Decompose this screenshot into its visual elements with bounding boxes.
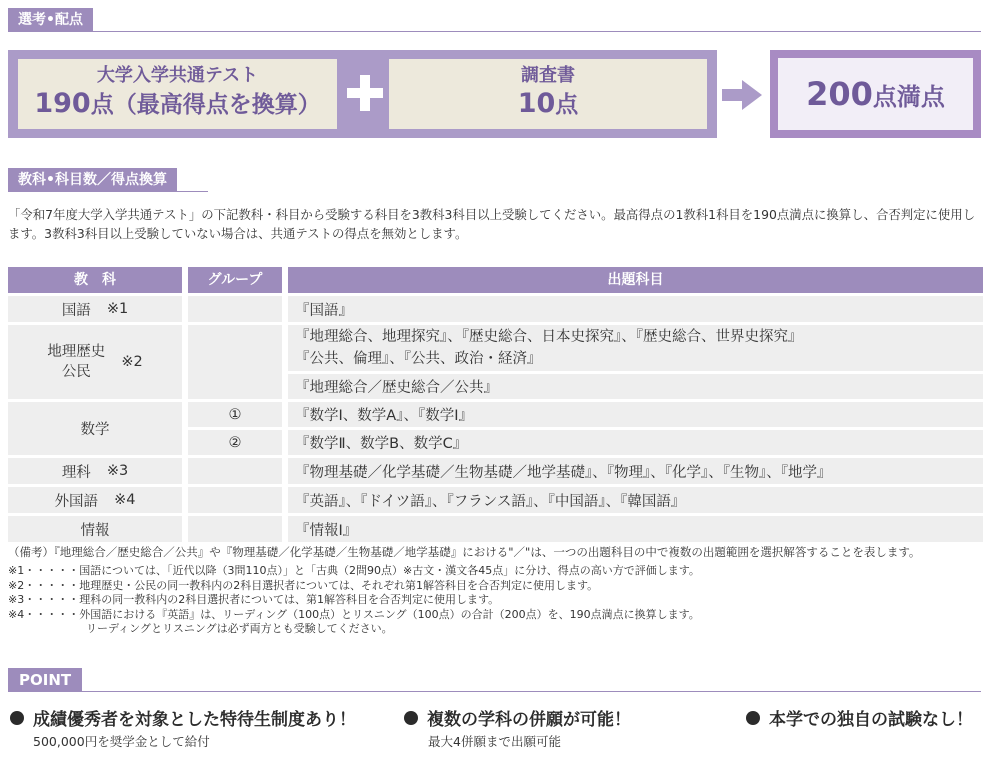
point-heading: 本学での独自の試験なし！ (769, 710, 973, 730)
course-text: 『地理総合、地理探究』、『歴史総合、日本史探究』、『歴史総合、世界史探究』 (295, 329, 803, 345)
course-text: 『公共、倫理』、『公共、政治・経済』 (295, 351, 542, 367)
header-courses: 出題科目 (288, 267, 983, 293)
note-3: ※3・・・・・理科の同一教科内の2科目選択者については、第1解答科目を合否判定に使用します。 (8, 593, 500, 607)
total-score: 200点満点 (778, 58, 973, 130)
group-cell: ② (188, 430, 282, 455)
course-cell: 『情報Ⅰ』 (288, 516, 983, 542)
section-title: 選考•配点 (8, 8, 93, 32)
section-header-point (8, 668, 981, 692)
subject-cell (8, 325, 182, 399)
common-test-points: 190点（最高得点を換算） (34, 88, 321, 119)
subject-note: ※2 (121, 354, 143, 370)
bullet-icon (746, 711, 760, 725)
point-item (10, 705, 356, 730)
divider (8, 31, 981, 32)
subject-cell (8, 458, 182, 484)
group-cell (188, 516, 282, 542)
subject-note: ※1 (106, 301, 129, 317)
group-cell: ① (188, 402, 282, 427)
score-formula (8, 50, 717, 138)
header-subject: 教 科 (8, 267, 182, 293)
course-cell: 『地理総合／歴史総合／公共』 (288, 374, 983, 399)
report-points: 10点 (517, 88, 579, 119)
section-header-subjects (8, 168, 208, 192)
course-cell (288, 325, 983, 371)
report-label: 調査書 (521, 65, 575, 86)
course-cell: 『物理基礎／化学基礎／生物基礎／地学基礎』、『物理』、『化学』、『生物』、『地学』 (288, 458, 983, 484)
subject-name: 地理歴史 公民 (47, 344, 106, 380)
subject-name: 数学 (80, 422, 110, 438)
note-2: ※2・・・・・地理歴史・公民の同一教科内の2科目選択者については、それぞれ第1解答科目を合否判定に使用します。 (8, 578, 599, 592)
subject-name: 情報 (80, 522, 110, 539)
subject-note: ※3 (106, 463, 129, 479)
bullet-icon (404, 711, 418, 725)
point-item (404, 705, 631, 730)
point-item (746, 705, 973, 730)
point-heading: 成績優秀者を対象とした特待生制度あり！ (33, 710, 356, 730)
group-cell (188, 487, 282, 513)
group-cell (188, 296, 282, 322)
point-detail: 最大4併願まで出願可能 (428, 734, 561, 749)
divider (8, 191, 208, 192)
subject-name: 理科 (61, 464, 91, 481)
course-cell: 『数学Ⅱ、数学B、数学C』 (288, 430, 983, 455)
note-4-continued: リーディングとリスニングは必ず両方とも受験してください。 (86, 622, 393, 636)
subject-name: 国語 (61, 302, 91, 319)
point-heading: 複数の学科の併願が可能！ (427, 710, 631, 730)
section-title: 教科•科目数／得点換算 (8, 168, 177, 192)
header-group: グループ (188, 267, 282, 293)
subject-cell (8, 516, 182, 542)
point-detail: 500,000円を奨学金として給付 (33, 734, 210, 749)
total-score-box (770, 50, 981, 138)
notes (8, 544, 988, 637)
note-4: ※4・・・・・外国語における『英語』は、リーディング（100点）とリスニング（100点）の合計（200点）を、190点満点に換算します。 (8, 607, 700, 621)
course-cell: 『英語』、『ドイツ語』、『フランス語』、『中国語』、『韓国語』 (288, 487, 983, 513)
group-cell (188, 325, 282, 399)
divider (8, 691, 981, 692)
arrow-right-icon (722, 80, 762, 110)
group-cell (188, 458, 282, 484)
remarks: （備考）『地理総合／歴史総合／公共』や『物理基礎／化学基礎／生物基礎／地学基礎』における"／"は、一つの出題科目の中で複数の出題範囲を選択解答することを表します。 (8, 545, 921, 559)
subject-cell (8, 296, 182, 322)
section-title: POINT (8, 668, 82, 692)
plus-icon (343, 71, 387, 115)
subjects-description: 「令和7年度大学入学共通テスト」の下記教科・科目から受験する科目を3教科3科目以上受験してください。最高得点の1教科1科目を190点満点に換算し、合否判定に使用します。3教科3科目以上受験していない場合は、共通テストの得点を無効とします。 (8, 207, 976, 241)
note-1: ※1・・・・・国語については、「近代以降（3問110点）」と「古典（2問90点）※古文・漢文各45点」に分け、得点の高い方で評価します。 (8, 564, 700, 577)
subject-cell (8, 487, 182, 513)
subject-name: 外国語 (54, 493, 99, 510)
bullet-icon (10, 711, 24, 725)
common-test-label: 大学入学共通テスト (96, 65, 259, 86)
common-test-box (18, 59, 337, 129)
subject-note: ※4 (114, 492, 136, 508)
report-box (389, 59, 707, 129)
course-cell: 『数学Ⅰ、数学A』、『数学Ⅰ』 (288, 402, 983, 427)
course-cell: 『国語』 (288, 296, 983, 322)
subject-cell (8, 402, 182, 455)
section-header-selection (8, 8, 981, 32)
